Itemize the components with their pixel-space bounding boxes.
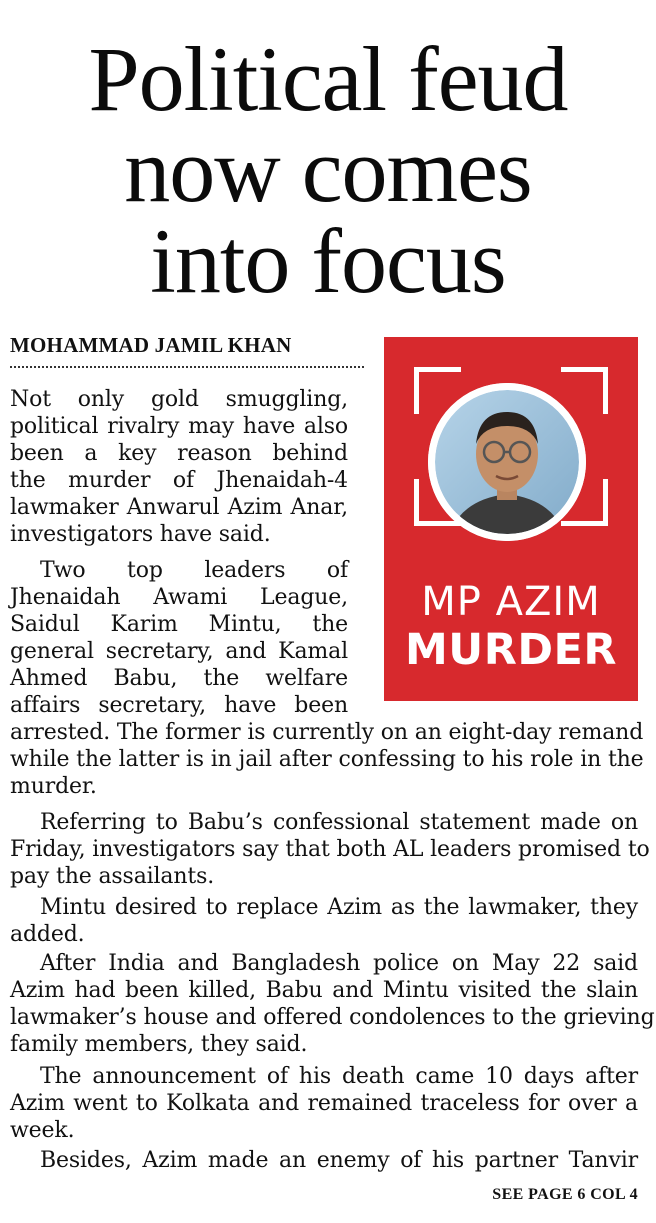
- text-line: After India and Bangladesh police on May 22 said: [40, 951, 638, 976]
- headline: [0, 28, 656, 312]
- feature-box: [384, 337, 638, 701]
- text-line: Besides, Azim made an enemy of his partner Tanvir: [40, 1148, 638, 1173]
- headline-line: into focus: [150, 210, 506, 312]
- continuation-note: SEE PAGE 6 COL 4: [492, 1186, 638, 1203]
- text-line: Friday, investigators say that both AL leaders promised to: [10, 837, 650, 862]
- text-line: Saidul Karim Mintu, the: [10, 612, 348, 637]
- headline-line: Political feud: [88, 28, 568, 130]
- text-line: lawmaker Anwarul Azim Anar,: [10, 495, 348, 520]
- feature-label-top: MP AZIM: [421, 579, 601, 625]
- text-line: pay the assailants.: [10, 864, 215, 889]
- paragraph-3: [10, 809, 650, 890]
- paragraph-2-wide: [10, 719, 644, 800]
- text-line: Ahmed Babu, the welfare: [10, 666, 348, 691]
- text-line: Not only gold smuggling,: [10, 387, 348, 412]
- byline: MOHAMMAD JAMIL KHAN: [10, 333, 292, 357]
- text-line: week.: [10, 1118, 75, 1143]
- text-line: general secretary, and Kamal: [10, 639, 348, 664]
- text-line: political rivalry may have also: [10, 414, 348, 439]
- text-line: Two top leaders of: [40, 558, 348, 583]
- paragraph-7: [10, 1147, 638, 1174]
- paragraph-4: [10, 894, 638, 948]
- text-line: The announcement of his death came 10 days after: [40, 1064, 638, 1089]
- text-line: family members, they said.: [10, 1032, 308, 1057]
- byline-divider: [10, 366, 364, 368]
- text-line: investigators have said.: [10, 522, 271, 547]
- feature-label-bottom: MURDER: [405, 625, 617, 675]
- text-line: Azim went to Kolkata and remained traceless for over a: [10, 1091, 638, 1116]
- text-line: murder.: [10, 774, 97, 799]
- headline-line: now comes: [124, 119, 532, 221]
- text-line: lawmaker’s house and offered condolences to the grieving: [10, 1005, 655, 1030]
- paragraph-2-narrow: [10, 557, 348, 719]
- paragraph-5: [10, 950, 655, 1058]
- portrait-photo: [427, 382, 587, 542]
- text-line: added.: [10, 922, 85, 947]
- text-line: while the latter is in jail after confessing to his role in the: [10, 747, 644, 772]
- paragraph-1: [10, 386, 348, 548]
- text-line: Jhenaidah Awami League,: [10, 585, 348, 610]
- text-line: the murder of Jhenaidah-4: [10, 468, 348, 493]
- text-line: affairs secretary, have been: [10, 693, 348, 718]
- text-line: Azim had been killed, Babu and Mintu visited the slain: [10, 978, 638, 1003]
- text-line: arrested. The former is currently on an eight-day remand: [10, 720, 644, 745]
- text-line: been a key reason behind: [10, 441, 348, 466]
- text-line: Referring to Babu’s confessional statement made on: [40, 810, 638, 835]
- text-line: Mintu desired to replace Azim as the lawmaker, they: [40, 895, 638, 920]
- paragraph-6: [10, 1063, 638, 1144]
